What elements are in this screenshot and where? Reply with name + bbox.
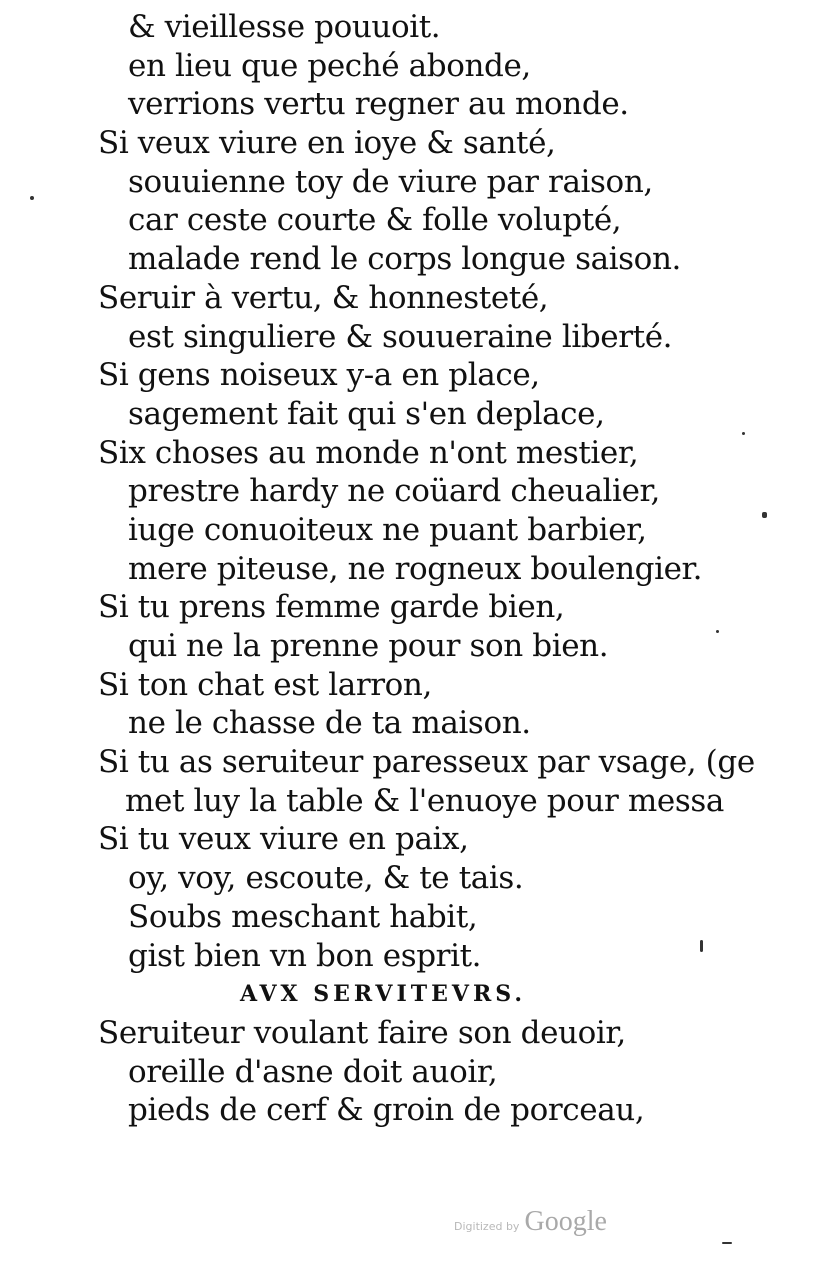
text-line: en lieu que peché abonde, — [128, 47, 531, 84]
ink-speck — [762, 512, 767, 518]
text-line: gist bien vn bon esprit. — [128, 937, 482, 974]
ink-speck — [722, 1242, 732, 1244]
text-line: est singuliere & souueraine liberté. — [128, 318, 673, 355]
text-line: pieds de cerf & groin de porceau, — [128, 1092, 645, 1129]
text-line: souuienne toy de viure par raison, — [128, 163, 653, 200]
text-line: Six choses au monde n'ont mestier, — [98, 434, 639, 471]
text-line: mere piteuse, ne rogneux boulengier. — [128, 550, 703, 587]
text-line: Si tu veux viure en paix, — [98, 821, 469, 858]
text-line: car ceste courte & folle volupté, — [128, 202, 622, 239]
text-line: ne le chasse de ta maison. — [128, 705, 531, 742]
text-line: oreille d'asne doit auoir, — [128, 1053, 498, 1090]
text-line: oy, voy, escoute, & te tais. — [128, 860, 524, 897]
text-line: verrions vertu regner au monde. — [128, 86, 629, 123]
section-heading: AVX SERVITEVRS. — [240, 981, 527, 1008]
ink-speck — [742, 432, 745, 435]
text-line: qui ne la prenne pour son bien. — [128, 628, 609, 664]
ink-speck — [716, 630, 719, 633]
text-line: Si veux viure en ioye & santé, — [98, 125, 556, 162]
text-line: malade rend le corps longue saison. — [128, 241, 681, 278]
text-line: Si ton chat est larron, — [98, 666, 432, 703]
text-line: iuge conuoiteux ne puant barbier, — [128, 511, 647, 548]
text-line: Seruir à vertu, & honnesteté, — [98, 279, 549, 316]
text-line: Si tu prens femme garde bien, — [98, 589, 565, 626]
ink-speck — [700, 940, 703, 952]
text-line: & vieillesse pouuoit. — [128, 9, 441, 45]
digitization-watermark — [454, 1206, 607, 1238]
verse-block — [0, 8, 755, 1130]
text-line: Si gens noiseux y-a en place, — [98, 357, 540, 394]
text-line: sagement fait qui s'en deplace, — [128, 395, 605, 432]
text-line: met luy la table & l'enuoye pour messa — [125, 782, 724, 819]
text-line: Si tu as seruiteur paresseux par vsage, (ge — [98, 744, 755, 781]
text-line: Seruiteur voulant faire son deuoir, — [98, 1014, 626, 1051]
text-line: prestre hardy ne coüard cheualier, — [128, 473, 660, 510]
watermark-digitized-text: Digitized by — [454, 1220, 520, 1233]
ink-speck — [30, 196, 34, 200]
watermark-brand: Google — [524, 1206, 607, 1237]
text-line: Soubs meschant habit, — [128, 898, 478, 935]
